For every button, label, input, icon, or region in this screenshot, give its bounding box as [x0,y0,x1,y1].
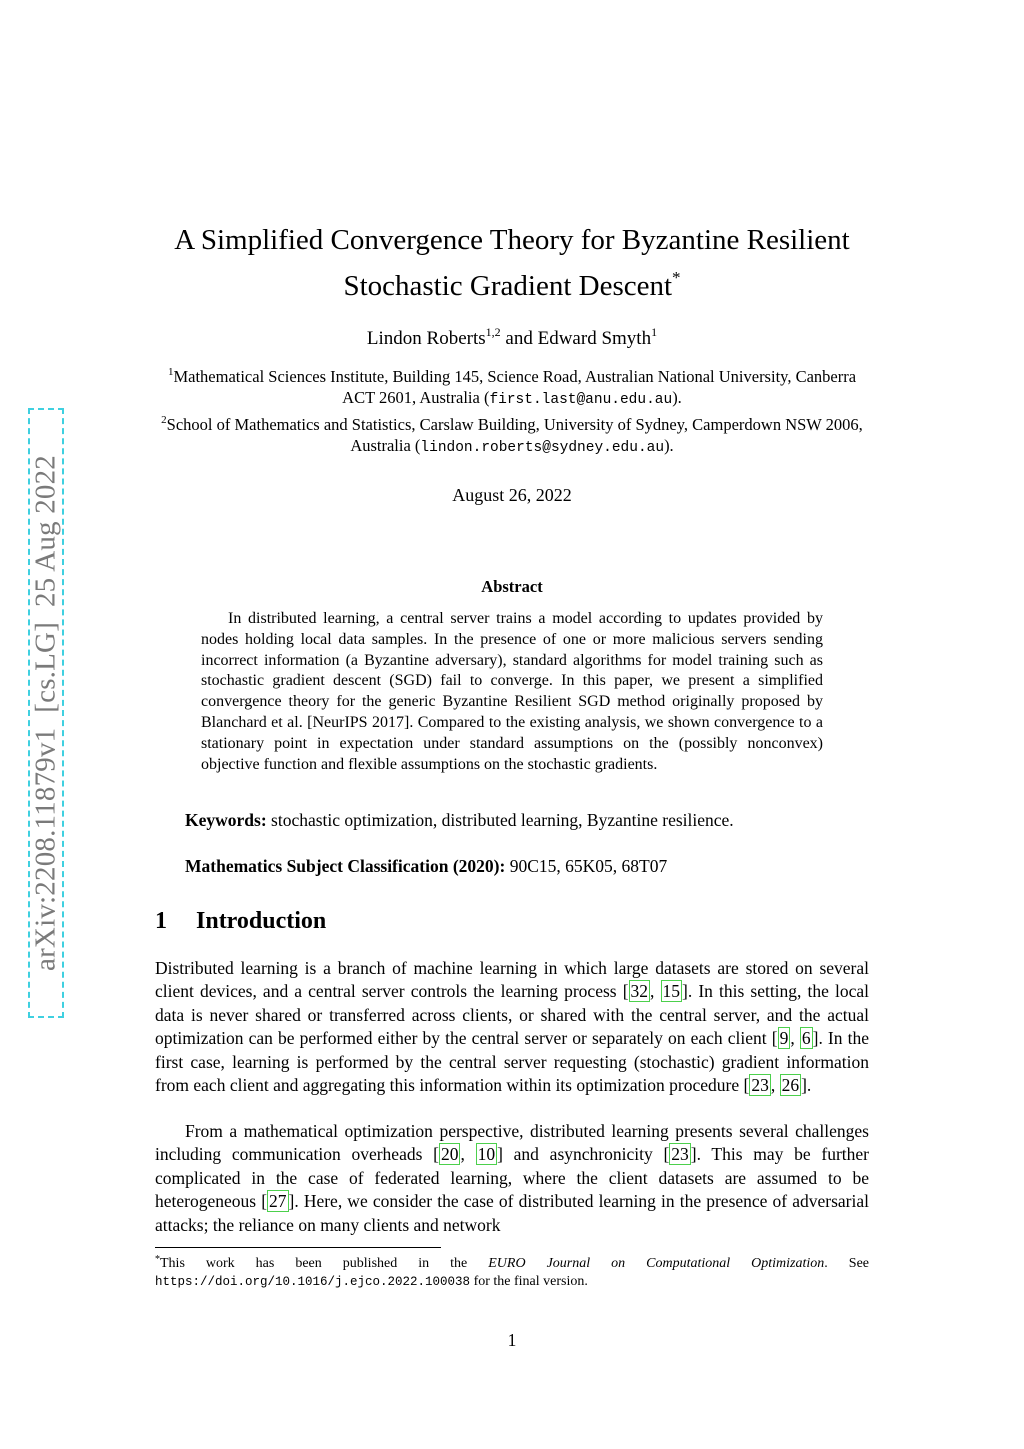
footnote-journal: EURO Journal on Computational Optimization [488,1256,825,1271]
paragraph-text: [ [261,1191,268,1212]
paragraph-text: . This may be further complicated in the case of federated learning, where the client datasets are assumed to be heterogeneous [155,1144,870,1212]
paragraph-text: and asynchronicity [502,1144,664,1165]
paragraph-text: ] [682,981,688,1002]
footnote [155,1251,869,1291]
author-list [140,320,884,351]
paragraph-text: , [650,981,661,1002]
affiliation-1-number: 1 [167,366,174,378]
author-1-affiliation: 1,2 [485,325,501,339]
paragraph-text: [ [663,1144,670,1165]
citation-link[interactable]: 9 [779,1028,789,1049]
msc-label: Mathematics Subject Classification (2020): [185,856,506,876]
paragraph-text: ] [812,1028,819,1049]
paragraph-text: [ [771,1028,778,1049]
citation-link[interactable]: 6 [801,1028,811,1049]
footnote-text-3: for the final version. [470,1274,588,1289]
affiliation-1-text: Mathematical Sciences Institute, Building 145, Science Road, Australian National University, Canberra ACT 2601, Australia ( [173,367,857,407]
footnote-text-2: . See [824,1256,870,1271]
keywords-text: stochastic optimization, distributed learning, Byzantine resilience. [266,810,734,830]
affiliations [150,362,874,458]
publication-date: August 26, 2022 [452,485,572,505]
keywords [185,810,885,831]
subject-classification [185,856,885,877]
affiliation-1 [150,362,874,410]
paragraph-text: ] [497,1144,503,1165]
title-line-1: A Simplified Convergence Theory for Byzantine Resilient [174,224,850,256]
arxiv-identifier: arXiv:2208.11879v1 [cs.LG] 25 Aug 2022 [29,455,62,971]
page-number: 1 [507,1330,517,1350]
footnote-text-1: This work has been published in the [160,1256,489,1271]
title-footnote-mark: * [672,268,681,287]
paragraph-text: ] [288,1191,295,1212]
footnote-doi-link[interactable]: https://doi.org/10.1016/j.ejco.2022.100038 [155,1275,471,1289]
keywords-label: Keywords: [185,810,267,830]
intro-paragraph-2 [155,1120,869,1237]
citation-link[interactable]: 10 [477,1144,496,1165]
affiliation-1-email[interactable]: first.last@anu.edu.au [489,391,673,408]
paragraph-text: Distributed learning is a branch of machine learning in which large datasets are stored on several client devices, and a central server controls the learning process [155,958,869,1002]
author-2-affiliation: 1 [651,325,658,339]
footnote-mark: * [155,1254,160,1265]
section-title: Introduction [196,908,327,934]
title-line-2: Stochastic Gradient Descent [343,270,673,302]
paragraph-text: . Here, we consider the case of distributed learning in the presence of adversarial attacks; the reliance on many clients and network [155,1191,869,1235]
citation-link[interactable]: 23 [751,1075,769,1096]
arxiv-identifier-stamp [28,408,64,1018]
citation-link[interactable]: 23 [671,1144,689,1165]
intro-paragraph-1 [155,957,869,1097]
abstract-heading: Abstract [481,577,543,596]
paragraph-text: . [806,1075,812,1096]
affiliation-2-end: ). [664,435,674,455]
citation-link[interactable]: 27 [269,1191,287,1212]
author-conjunction: and [500,328,538,349]
affiliation-1-end: ). [672,387,682,407]
footnote-rule [155,1247,441,1248]
affiliation-2 [150,410,874,458]
msc-codes: 90C15, 65K05, 68T07 [505,856,668,876]
affiliation-2-number: 2 [161,414,167,426]
affiliation-2-text: School of Mathematics and Statistics, Carslaw Building, University of Sydney, Camperdown NSW 2006, Australia ( [166,415,863,455]
abstract-body: In distributed learning, a central server trains a model according to updates provided by nodes holding local data samples. In the presence of one or more malicious servers sending incorrect information (a Byzantine adversary), standard algorithms for model training such as stochastic gradient descent (SGD) fail to converge. In this paper, we present a simplified convergence theory for the generic Byzantine Resilient SGD method originally proposed by Blanchard et al. [NeurIPS 2017]. Compared to the existing analysis, we shown convergence to a stationary point in expectation under standard assumptions on the (possibly nonconvex) objective function and flexible assumptions on the stochastic gradients. [201,610,823,773]
paragraph-text: [ [433,1144,439,1165]
citation-link[interactable]: 20 [440,1144,459,1165]
paragraph-text: . In the first case, learning is performed by the central server requesting (stochastic) gradient information from each client and aggregating this information within its optimization procedure [155,1028,870,1096]
paragraph-text: , [460,1144,476,1165]
paragraph-text: ] [801,1075,807,1096]
citation-link[interactable]: 15 [662,981,681,1002]
paragraph-text: , [790,1028,800,1049]
paragraph-text: ] [690,1144,697,1165]
citation-link[interactable]: 32 [630,981,649,1002]
paragraph-text: . In this setting, the local data is never shared or transferred across clients, or shared with the central server, and the actual optimization can be performed either by the central server or separately on each client [155,981,870,1049]
citation-link[interactable]: 26 [781,1075,800,1096]
paragraph-text: [ [743,1075,750,1096]
affiliation-2-email[interactable]: lindon.roberts@sydney.edu.au [420,439,665,456]
author-1: Lindon Roberts [366,328,486,349]
author-2: Edward Smyth [537,328,652,349]
paragraph-text: , [770,1075,780,1096]
section-heading [155,908,326,935]
section-number: 1 [155,908,167,934]
paragraph-text: [ [622,981,629,1002]
paragraph-text: From a mathematical optimization perspective, distributed learning presents several challenges including communication overheads [155,1121,869,1165]
paper-title [140,222,884,305]
